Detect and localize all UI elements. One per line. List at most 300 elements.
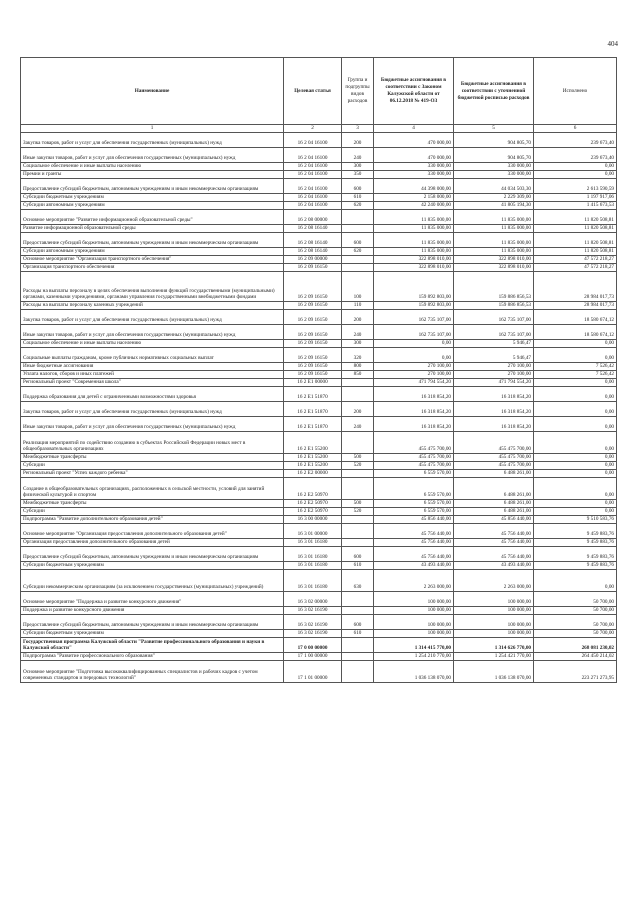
row-executed: 0,00 bbox=[534, 432, 617, 454]
row-law-allocation: 1 036 138 070,00 bbox=[374, 661, 454, 683]
row-executed: 264 450 214,02 bbox=[534, 653, 617, 661]
row-executed: 11 820 508,81 bbox=[534, 233, 617, 248]
table-row bbox=[21, 210, 617, 225]
row-law-allocation: 100 000,00 bbox=[374, 630, 454, 638]
row-name: Основное мероприятие "Организация предоставления дополнительного образования детей" bbox=[21, 524, 284, 539]
row-updated-allocation: 16 318 854,20 bbox=[454, 402, 534, 417]
row-expense-group: 600 bbox=[342, 547, 374, 562]
row-executed: 11 820 508,81 bbox=[534, 225, 617, 233]
row-target-article: 16 2 08 00000 bbox=[284, 210, 342, 225]
row-law-allocation: 11 835 000,00 bbox=[374, 210, 454, 225]
row-law-allocation: 11 835 000,00 bbox=[374, 225, 454, 233]
row-updated-allocation: 16 318 854,20 bbox=[454, 387, 534, 402]
row-updated-allocation: 41 805 194,30 bbox=[454, 202, 534, 210]
column-number: 6 bbox=[534, 125, 617, 133]
table-row bbox=[21, 302, 617, 310]
row-updated-allocation: 455 475 700,00 bbox=[454, 454, 534, 462]
row-law-allocation: 1 254 210 770,00 bbox=[374, 653, 454, 661]
table-row bbox=[21, 661, 617, 683]
table-row bbox=[21, 570, 617, 592]
row-name: Субсидии bbox=[21, 508, 284, 516]
table-row bbox=[21, 310, 617, 325]
row-executed: 0,00 bbox=[534, 348, 617, 363]
table-row bbox=[21, 272, 617, 302]
row-law-allocation: 45 756 440,00 bbox=[374, 524, 454, 539]
row-expense-group: 350 bbox=[342, 171, 374, 179]
row-expense-group bbox=[342, 478, 374, 500]
row-name: Региональный проект "Успех каждого ребенка" bbox=[21, 470, 284, 478]
row-target-article: 16 2 E2 00000 bbox=[284, 470, 342, 478]
row-name: Закупка товаров, работ и услуг для обеспечения государственных (муниципальных) нужд bbox=[21, 310, 284, 325]
row-expense-group: 200 bbox=[342, 133, 374, 148]
row-executed: 268 081 230,02 bbox=[534, 638, 617, 653]
row-law-allocation: 45 756 440,00 bbox=[374, 547, 454, 562]
row-target-article: 16 2 09 16150 bbox=[284, 325, 342, 340]
row-expense-group bbox=[342, 661, 374, 683]
row-expense-group: 320 bbox=[342, 348, 374, 363]
row-executed: 0,00 bbox=[534, 417, 617, 432]
row-target-article: 16 2 09 16150 bbox=[284, 371, 342, 379]
row-target-article: 16 2 E1 51870 bbox=[284, 417, 342, 432]
row-name: Субсидии bbox=[21, 462, 284, 470]
page-number: 404 bbox=[607, 40, 618, 48]
row-executed: 9 459 883,76 bbox=[534, 562, 617, 570]
row-executed: 223 271 273,95 bbox=[534, 661, 617, 683]
table-row bbox=[21, 379, 617, 387]
row-executed: 18 580 674,12 bbox=[534, 325, 617, 340]
row-law-allocation: 6 559 570,00 bbox=[374, 500, 454, 508]
row-updated-allocation: 100 000,00 bbox=[454, 615, 534, 630]
row-updated-allocation: 16 318 854,20 bbox=[454, 417, 534, 432]
row-expense-group: 500 bbox=[342, 500, 374, 508]
row-law-allocation: 45 856 440,00 bbox=[374, 516, 454, 524]
column-number: 2 bbox=[284, 125, 342, 133]
row-name: Премии и гранты bbox=[21, 171, 284, 179]
row-updated-allocation: 11 835 000,00 bbox=[454, 210, 534, 225]
table-row bbox=[21, 148, 617, 163]
row-expense-group: 600 bbox=[342, 233, 374, 248]
row-updated-allocation: 5 946,47 bbox=[454, 340, 534, 348]
row-executed: 9 459 883,76 bbox=[534, 547, 617, 562]
row-target-article: 16 2 E1 00000 bbox=[284, 379, 342, 387]
row-target-article: 16 3 01 00000 bbox=[284, 524, 342, 539]
row-target-article: 16 3 02 16190 bbox=[284, 607, 342, 615]
row-updated-allocation: 11 835 000,00 bbox=[454, 233, 534, 248]
row-target-article: 16 2 E1 51870 bbox=[284, 387, 342, 402]
row-name: Предоставление субсидий бюджетным, автономным учреждениям и иным некоммерческим организациям bbox=[21, 179, 284, 194]
row-law-allocation: 2 158 000,00 bbox=[374, 194, 454, 202]
row-name: Государственная программа Калужской области "Развитие профессионального образования и науки в Калужской области" bbox=[21, 638, 284, 653]
row-executed: 0,00 bbox=[534, 570, 617, 592]
row-law-allocation: 0,00 bbox=[374, 348, 454, 363]
row-law-allocation: 45 756 440,00 bbox=[374, 539, 454, 547]
row-target-article: 16 2 09 00000 bbox=[284, 256, 342, 264]
row-target-article: 16 2 09 16150 bbox=[284, 348, 342, 363]
table-row bbox=[21, 615, 617, 630]
row-law-allocation: 330 000,00 bbox=[374, 171, 454, 179]
header-updated-allocations: Бюджетные ассигнования в соответствии с уточненной бюджетной росписью расходов bbox=[454, 58, 534, 125]
row-executed: 1 197 917,06 bbox=[534, 194, 617, 202]
table-row bbox=[21, 562, 617, 570]
row-updated-allocation: 6 488 261,00 bbox=[454, 478, 534, 500]
table-row bbox=[21, 516, 617, 524]
row-target-article: 16 2 09 16150 bbox=[284, 310, 342, 325]
row-name: Региональный проект "Современная школа" bbox=[21, 379, 284, 387]
row-law-allocation: 100 000,00 bbox=[374, 592, 454, 607]
row-law-allocation: 270 100,00 bbox=[374, 363, 454, 371]
row-expense-group: 520 bbox=[342, 462, 374, 470]
row-name: Уплата налогов, сборов и иных платежей bbox=[21, 371, 284, 379]
row-target-article: 16 3 02 16190 bbox=[284, 615, 342, 630]
table-header-row bbox=[21, 58, 617, 125]
row-law-allocation: 330 000,00 bbox=[374, 163, 454, 171]
table-row bbox=[21, 325, 617, 340]
row-expense-group: 240 bbox=[342, 417, 374, 432]
table-row bbox=[21, 630, 617, 638]
row-executed: 47 572 218,27 bbox=[534, 256, 617, 264]
row-updated-allocation: 1 036 138 070,00 bbox=[454, 661, 534, 683]
table-row bbox=[21, 163, 617, 171]
row-target-article: 16 2 E1 55200 bbox=[284, 432, 342, 454]
table-row bbox=[21, 179, 617, 194]
row-expense-group: 200 bbox=[342, 310, 374, 325]
row-executed: 11 820 508,81 bbox=[534, 210, 617, 225]
table-row bbox=[21, 233, 617, 248]
row-law-allocation: 100 000,00 bbox=[374, 615, 454, 630]
row-updated-allocation: 330 000,00 bbox=[454, 171, 534, 179]
row-executed: 239 673,40 bbox=[534, 148, 617, 163]
row-updated-allocation: 471 794 554,20 bbox=[454, 379, 534, 387]
row-executed: 9 510 583,76 bbox=[534, 516, 617, 524]
header-executed: Исполнено bbox=[534, 58, 617, 125]
row-executed: 0,00 bbox=[534, 470, 617, 478]
row-expense-group: 610 bbox=[342, 562, 374, 570]
row-name: Подпрограмма "Развитие дополнительного образования детей" bbox=[21, 516, 284, 524]
row-updated-allocation: 45 856 440,00 bbox=[454, 516, 534, 524]
row-target-article: 16 2 09 16150 bbox=[284, 264, 342, 272]
row-updated-allocation: 45 756 440,00 bbox=[454, 524, 534, 539]
row-law-allocation: 471 794 554,20 bbox=[374, 379, 454, 387]
row-name: Субсидии автономным учреждениям bbox=[21, 248, 284, 256]
table-row bbox=[21, 371, 617, 379]
column-number-row bbox=[21, 125, 617, 133]
row-name: Основное мероприятие "Развитие информационной образовательной среды" bbox=[21, 210, 284, 225]
row-expense-group: 610 bbox=[342, 630, 374, 638]
row-target-article: 16 2 04 16100 bbox=[284, 179, 342, 194]
row-name: Иные закупки товаров, работ и услуг для обеспечения государственных (муниципальных) нужд bbox=[21, 148, 284, 163]
table-row bbox=[21, 592, 617, 607]
row-updated-allocation: 100 000,00 bbox=[454, 607, 534, 615]
row-executed: 50 700,00 bbox=[534, 615, 617, 630]
row-target-article: 16 2 04 16100 bbox=[284, 133, 342, 148]
table-row bbox=[21, 133, 617, 148]
table-row bbox=[21, 348, 617, 363]
table-row bbox=[21, 248, 617, 256]
row-name: Поддержка и развитие конкурсного движения bbox=[21, 607, 284, 615]
row-updated-allocation: 159 886 856,53 bbox=[454, 272, 534, 302]
row-name: Подпрограмма "Развитие профессионального образования" bbox=[21, 653, 284, 661]
row-updated-allocation: 2 229 309,00 bbox=[454, 194, 534, 202]
table-row bbox=[21, 225, 617, 233]
row-updated-allocation: 45 756 440,00 bbox=[454, 539, 534, 547]
row-law-allocation: 16 318 854,20 bbox=[374, 387, 454, 402]
row-law-allocation: 6 559 570,00 bbox=[374, 478, 454, 500]
table-row bbox=[21, 547, 617, 562]
row-law-allocation: 100 000,00 bbox=[374, 607, 454, 615]
row-name: Социальное обеспечение и иные выплаты населению bbox=[21, 340, 284, 348]
row-updated-allocation: 330 000,00 bbox=[454, 163, 534, 171]
row-law-allocation: 0,00 bbox=[374, 340, 454, 348]
row-expense-group bbox=[342, 653, 374, 661]
row-target-article: 16 2 E2 50970 bbox=[284, 508, 342, 516]
row-expense-group: 850 bbox=[342, 371, 374, 379]
header-expense-group: Группа и подгруппы видов расходов bbox=[342, 58, 374, 125]
row-expense-group bbox=[342, 387, 374, 402]
row-expense-group bbox=[342, 225, 374, 233]
row-name: Предоставление субсидий бюджетным, автономным учреждениям и иным некоммерческим организациям bbox=[21, 615, 284, 630]
table-row bbox=[21, 363, 617, 371]
table-row bbox=[21, 387, 617, 402]
table-body bbox=[21, 133, 617, 683]
row-updated-allocation: 6 488 261,00 bbox=[454, 470, 534, 478]
row-target-article: 16 2 04 16100 bbox=[284, 171, 342, 179]
row-name: Иные закупки товаров, работ и услуг для обеспечения государственных (муниципальных) нужд bbox=[21, 417, 284, 432]
row-expense-group: 300 bbox=[342, 340, 374, 348]
row-name: Субсидии бюджетным учреждениям bbox=[21, 630, 284, 638]
table-row bbox=[21, 264, 617, 272]
table-row bbox=[21, 470, 617, 478]
row-updated-allocation: 45 756 440,00 bbox=[454, 547, 534, 562]
row-name: Основное мероприятие "Организация транспортного обеспечения" bbox=[21, 256, 284, 264]
row-name: Субсидии бюджетным учреждениям bbox=[21, 562, 284, 570]
row-updated-allocation: 100 000,00 bbox=[454, 592, 534, 607]
table-row bbox=[21, 194, 617, 202]
row-executed: 1 415 673,53 bbox=[534, 202, 617, 210]
row-executed: 50 700,00 bbox=[534, 607, 617, 615]
row-target-article: 16 2 E1 51870 bbox=[284, 402, 342, 417]
row-name: Субсидии бюджетным учреждениям bbox=[21, 194, 284, 202]
row-expense-group bbox=[342, 516, 374, 524]
row-executed: 7 526,42 bbox=[534, 371, 617, 379]
table-row bbox=[21, 202, 617, 210]
row-expense-group bbox=[342, 379, 374, 387]
row-name: Предоставление субсидий бюджетным, автономным учреждениям и иным некоммерческим организациям bbox=[21, 547, 284, 562]
row-executed: 0,00 bbox=[534, 163, 617, 171]
row-name: Расходы на выплаты персоналу в целях обеспечения выполнения функций государственными (муниципальными) органами, казенными учреждениями, органами управления государственными внебюджетными фондами bbox=[21, 272, 284, 302]
row-target-article: 16 2 04 16100 bbox=[284, 202, 342, 210]
row-executed: 239 673,40 bbox=[534, 133, 617, 148]
row-updated-allocation: 2 263 000,00 bbox=[454, 570, 534, 592]
row-expense-group: 500 bbox=[342, 454, 374, 462]
row-updated-allocation: 455 475 700,00 bbox=[454, 432, 534, 454]
row-law-allocation: 2 263 000,00 bbox=[374, 570, 454, 592]
row-name: Социальное обеспечение и иные выплаты населению bbox=[21, 163, 284, 171]
row-expense-group: 620 bbox=[342, 202, 374, 210]
row-executed: 0,00 bbox=[534, 500, 617, 508]
row-target-article: 16 2 08 16140 bbox=[284, 248, 342, 256]
row-law-allocation: 159 892 803,00 bbox=[374, 302, 454, 310]
row-target-article: 17 1 01 00000 bbox=[284, 661, 342, 683]
row-target-article: 17 1 00 00000 bbox=[284, 653, 342, 661]
row-law-allocation: 11 835 000,00 bbox=[374, 233, 454, 248]
row-target-article: 16 2 08 16140 bbox=[284, 233, 342, 248]
row-name: Социальные выплаты гражданам, кроме публичных нормативных социальных выплат bbox=[21, 348, 284, 363]
row-executed: 9 459 883,76 bbox=[534, 524, 617, 539]
row-law-allocation: 43 493 440,00 bbox=[374, 562, 454, 570]
table-row bbox=[21, 524, 617, 539]
table-row bbox=[21, 607, 617, 615]
row-executed: 9 459 883,76 bbox=[534, 539, 617, 547]
row-law-allocation: 1 314 415 770,00 bbox=[374, 638, 454, 653]
row-target-article: 16 2 04 16100 bbox=[284, 194, 342, 202]
row-name: Расходы на выплаты персоналу казенных учреждений bbox=[21, 302, 284, 310]
row-target-article: 16 2 09 16150 bbox=[284, 302, 342, 310]
header-name: Наименование bbox=[21, 58, 284, 125]
row-updated-allocation: 5 946,47 bbox=[454, 348, 534, 363]
row-name: Иные бюджетные ассигнования bbox=[21, 363, 284, 371]
row-updated-allocation: 322 898 010,00 bbox=[454, 256, 534, 264]
row-target-article: 16 3 02 00000 bbox=[284, 592, 342, 607]
header-target-article: Целевая статья bbox=[284, 58, 342, 125]
row-expense-group bbox=[342, 607, 374, 615]
row-executed: 11 820 508,81 bbox=[534, 248, 617, 256]
row-target-article: 16 3 01 16180 bbox=[284, 570, 342, 592]
header-law-allocations: Бюджетные ассигнования в соответствии с Законом Калужской области от 06.12.2018 № 419-ОЗ bbox=[374, 58, 454, 125]
row-target-article: 16 2 E1 55200 bbox=[284, 462, 342, 470]
row-name: Создание в общеобразовательных организациях, расположенных в сельской местности, условий для занятий физической культурой и спортом bbox=[21, 478, 284, 500]
row-law-allocation: 455 475 700,00 bbox=[374, 454, 454, 462]
row-executed: 50 700,00 bbox=[534, 630, 617, 638]
row-law-allocation: 455 475 700,00 bbox=[374, 432, 454, 454]
row-expense-group bbox=[342, 638, 374, 653]
row-name: Межбюджетные трансферты bbox=[21, 500, 284, 508]
row-expense-group bbox=[342, 470, 374, 478]
table-row bbox=[21, 417, 617, 432]
row-name: Предоставление субсидий бюджетным, автономным учреждениям и иным некоммерческим организациям bbox=[21, 233, 284, 248]
row-expense-group bbox=[342, 524, 374, 539]
table-row bbox=[21, 500, 617, 508]
table-row bbox=[21, 478, 617, 500]
table-row bbox=[21, 539, 617, 547]
row-executed: 2 613 590,59 bbox=[534, 179, 617, 194]
row-law-allocation: 6 559 570,00 bbox=[374, 470, 454, 478]
row-updated-allocation: 11 835 000,00 bbox=[454, 248, 534, 256]
row-expense-group bbox=[342, 210, 374, 225]
row-expense-group: 240 bbox=[342, 148, 374, 163]
row-expense-group: 600 bbox=[342, 615, 374, 630]
row-expense-group: 100 bbox=[342, 272, 374, 302]
row-target-article: 16 2 04 16100 bbox=[284, 148, 342, 163]
row-law-allocation: 16 318 854,20 bbox=[374, 417, 454, 432]
table-row bbox=[21, 462, 617, 470]
row-law-allocation: 11 835 000,00 bbox=[374, 248, 454, 256]
row-expense-group bbox=[342, 592, 374, 607]
row-executed: 0,00 bbox=[534, 387, 617, 402]
row-expense-group bbox=[342, 256, 374, 264]
row-law-allocation: 162 735 107,00 bbox=[374, 310, 454, 325]
row-expense-group: 200 bbox=[342, 402, 374, 417]
row-expense-group: 520 bbox=[342, 508, 374, 516]
row-name: Основное мероприятие "Подготовка высококвалифицированных специалистов и рабочих кадров с учетом современных стандартов и передовых технологий" bbox=[21, 661, 284, 683]
table-row bbox=[21, 432, 617, 454]
row-executed: 0,00 bbox=[534, 462, 617, 470]
row-law-allocation: 270 100,00 bbox=[374, 371, 454, 379]
row-executed: 0,00 bbox=[534, 454, 617, 462]
row-expense-group bbox=[342, 264, 374, 272]
row-updated-allocation: 43 493 440,00 bbox=[454, 562, 534, 570]
row-name: Межбюджетные трансферты bbox=[21, 454, 284, 462]
row-expense-group: 610 bbox=[342, 194, 374, 202]
table-row bbox=[21, 402, 617, 417]
row-name: Закупка товаров, работ и услуг для обеспечения государственных (муниципальных) нужд bbox=[21, 133, 284, 148]
row-expense-group: 600 bbox=[342, 179, 374, 194]
row-updated-allocation: 159 886 856,53 bbox=[454, 302, 534, 310]
row-updated-allocation: 100 000,00 bbox=[454, 630, 534, 638]
row-name: Субсидии некоммерческим организациям (за исключением государственных (муниципальных) учреждений) bbox=[21, 570, 284, 592]
row-law-allocation: 42 240 000,00 bbox=[374, 202, 454, 210]
table-row bbox=[21, 653, 617, 661]
row-law-allocation: 470 000,00 bbox=[374, 148, 454, 163]
budget-execution-table bbox=[20, 57, 617, 683]
row-updated-allocation: 1 254 421 770,00 bbox=[454, 653, 534, 661]
row-law-allocation: 159 892 803,00 bbox=[374, 272, 454, 302]
row-updated-allocation: 6 488 261,00 bbox=[454, 500, 534, 508]
row-expense-group: 620 bbox=[342, 248, 374, 256]
table-row bbox=[21, 171, 617, 179]
row-target-article: 16 2 E2 50970 bbox=[284, 478, 342, 500]
row-name: Основное мероприятие "Поддержка и развитие конкурсного движения" bbox=[21, 592, 284, 607]
row-law-allocation: 162 735 107,00 bbox=[374, 325, 454, 340]
row-target-article: 16 2 04 16100 bbox=[284, 163, 342, 171]
row-executed: 47 572 218,27 bbox=[534, 264, 617, 272]
row-target-article: 16 3 00 00000 bbox=[284, 516, 342, 524]
row-executed: 28 984 017,73 bbox=[534, 302, 617, 310]
table-row bbox=[21, 340, 617, 348]
row-updated-allocation: 162 735 107,00 bbox=[454, 310, 534, 325]
row-target-article: 16 2 09 16150 bbox=[284, 340, 342, 348]
row-target-article: 16 3 02 16190 bbox=[284, 630, 342, 638]
row-name: Развитие информационной образовательной среды bbox=[21, 225, 284, 233]
row-expense-group bbox=[342, 539, 374, 547]
row-updated-allocation: 270 100,00 bbox=[454, 363, 534, 371]
row-executed: 0,00 bbox=[534, 402, 617, 417]
row-expense-group: 630 bbox=[342, 570, 374, 592]
row-name: Субсидии автономным учреждениям bbox=[21, 202, 284, 210]
row-updated-allocation: 6 488 261,00 bbox=[454, 508, 534, 516]
row-updated-allocation: 904 805,70 bbox=[454, 148, 534, 163]
row-law-allocation: 44 398 000,00 bbox=[374, 179, 454, 194]
row-updated-allocation: 455 475 700,00 bbox=[454, 462, 534, 470]
table-row bbox=[21, 256, 617, 264]
row-law-allocation: 16 318 854,20 bbox=[374, 402, 454, 417]
row-updated-allocation: 44 034 503,30 bbox=[454, 179, 534, 194]
column-number: 5 bbox=[454, 125, 534, 133]
row-name: Организация транспортного обеспечения bbox=[21, 264, 284, 272]
column-number: 4 bbox=[374, 125, 454, 133]
row-executed: 0,00 bbox=[534, 340, 617, 348]
row-executed: 50 700,00 bbox=[534, 592, 617, 607]
row-law-allocation: 322 898 010,00 bbox=[374, 264, 454, 272]
table-row bbox=[21, 508, 617, 516]
row-executed: 0,00 bbox=[534, 171, 617, 179]
row-law-allocation: 470 000,00 bbox=[374, 133, 454, 148]
row-expense-group: 240 bbox=[342, 325, 374, 340]
row-executed: 0,00 bbox=[534, 379, 617, 387]
row-name: Иные закупки товаров, работ и услуг для обеспечения государственных (муниципальных) нужд bbox=[21, 325, 284, 340]
row-target-article: 16 3 01 16180 bbox=[284, 547, 342, 562]
table-row bbox=[21, 454, 617, 462]
row-target-article: 17 0 00 00000 bbox=[284, 638, 342, 653]
